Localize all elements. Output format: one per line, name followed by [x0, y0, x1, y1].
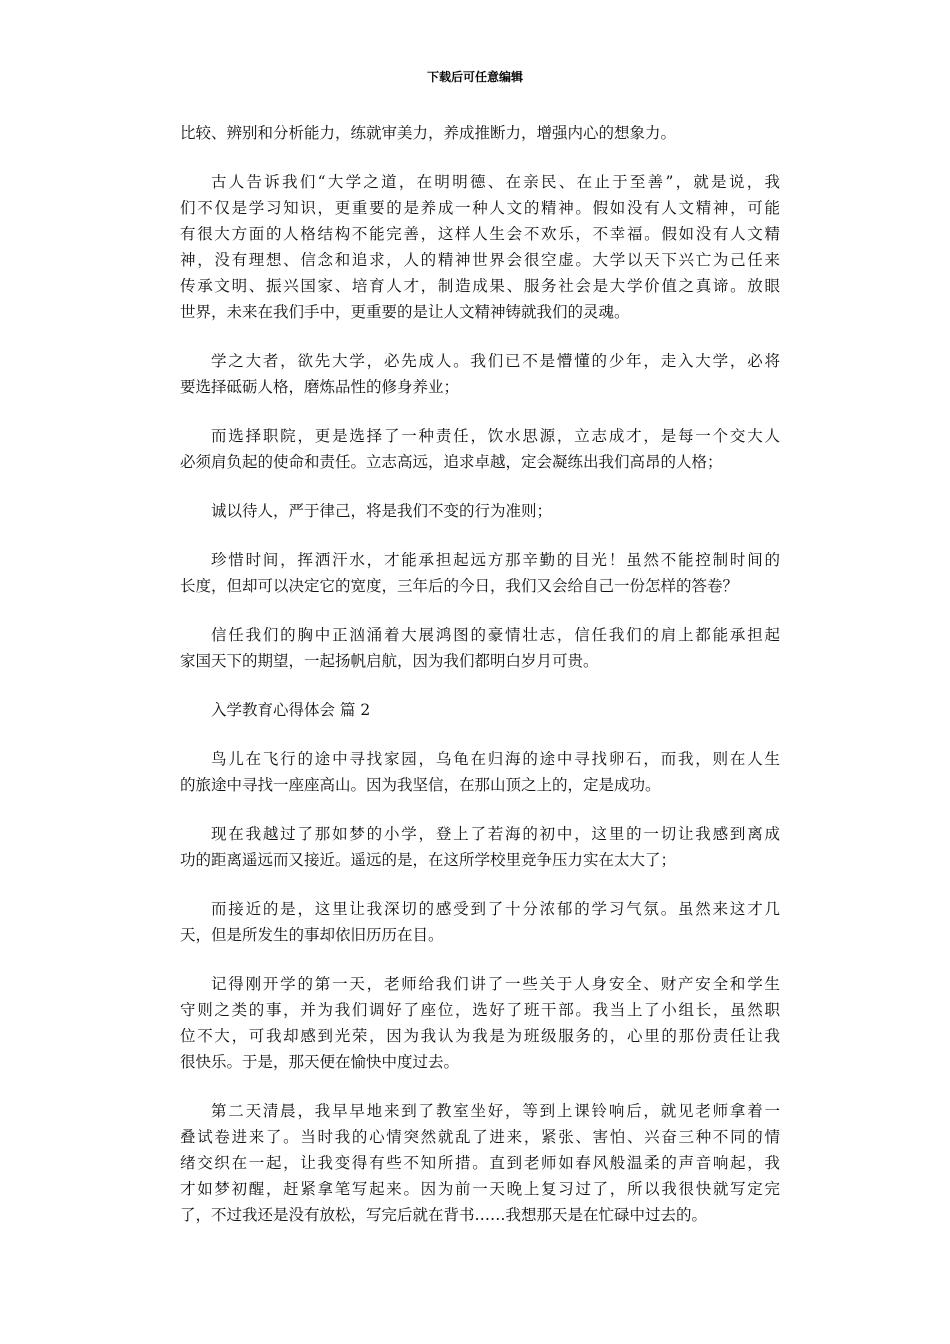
page-header: 下载后可任意编辑	[426, 70, 523, 84]
paragraph	[180, 498, 780, 524]
paragraph-line: 的旅途中寻找一座座高山。因为我坚信，在那山顶之上的，定是成功。	[180, 776, 661, 794]
paragraph	[180, 896, 780, 948]
essay-part-1	[180, 120, 780, 674]
paragraph-line: 现在我越过了那如梦的小学，登上了若海的初中，这里的一切让我感到离成	[211, 825, 780, 843]
essay-part-2	[180, 746, 780, 1228]
paragraph	[180, 547, 780, 599]
paragraph	[180, 348, 780, 400]
paragraph-line: 而接近的是，这里让我深切的感受到了十分浓郁的学习气氛。虽然来这才几	[211, 900, 780, 918]
paragraph-line: 传承文明、振兴国家、培育人才，制造成果、服务社会是大学价值之真谛。放眼	[180, 277, 780, 295]
paragraph-line: 而选择职院，更是选择了一种责任，饮水思源，立志成才，是每一个交大人	[211, 427, 780, 445]
paragraph-line: 家国天下的期望，一起扬帆启航，因为我们都明白岁月可贵。	[180, 652, 599, 670]
paragraph-line: 叠试卷进来了。当时我的心情突然就乱了进来，紧张、害怕、兴奋三种不同的情	[180, 1128, 780, 1146]
paragraph-line: 长度，但却可以决定它的宽度，三年后的今日，我们又会给自己一份怎样的答卷？	[180, 577, 739, 595]
paragraph	[180, 120, 780, 146]
paragraph	[180, 746, 780, 798]
paragraph	[180, 423, 780, 475]
paragraph	[180, 169, 780, 325]
paragraph-line: 第二天清晨，我早早地来到了教室坐好，等到上课铃响后，就见老师拿着一	[211, 1102, 780, 1120]
paragraph-line: 有很大方面的人格结构不能完善，这样人生会不欢乐，不幸福。假如没有人文精	[180, 225, 780, 243]
paragraph-line: 了，不过我还是没有放松，写完后就在背书……我想那天是在忙碌中过去的。	[180, 1206, 708, 1224]
paragraph-line: 神，没有理想、信念和追求，人的精神世界会很空虚。大学以天下兴亡为己任来	[180, 251, 780, 269]
document-body	[180, 120, 780, 1251]
paragraph	[180, 821, 780, 873]
paragraph	[180, 622, 780, 674]
paragraph-line: 世界，未来在我们手中，更重要的是让人文精神铸就我们的灵魂。	[180, 303, 630, 321]
paragraph-line: 古人告诉我们“大学之道，在明明德、在亲民、在止于至善”，就是说，我	[211, 173, 780, 191]
paragraph-line: 绪交织在一起，让我变得有些不知所措。直到老师如春风般温柔的声音响起，我	[180, 1154, 780, 1172]
paragraph-line: 守则之类的事，并为我们调好了座位，选好了班干部。我当上了小组长，虽然职	[180, 1001, 780, 1019]
paragraph-line: 天，但是所发生的事却依旧历历在目。	[180, 926, 444, 944]
paragraph-line: 信任我们的胸中正汹涌着大展鸿图的豪情壮志，信任我们的肩上都能承担起	[211, 626, 780, 644]
paragraph-line: 要选择砥砺人格，磨炼品性的修身养业；	[180, 378, 460, 396]
paragraph-line: 鸟儿在飞行的途中寻找家园，乌龟在归海的途中寻找卵石，而我，则在人生	[211, 750, 780, 768]
paragraph-line: 们不仅是学习知识，更重要的是养成一种人文的精神。假如没有人文精神，可能	[180, 199, 780, 217]
paragraph-line: 记得刚开学的第一天，老师给我们讲了一些关于人身安全、财产安全和学生	[211, 975, 780, 993]
paragraph-line: 比较、辨别和分析能力，练就审美力，养成推断力，增强内心的想象力。	[180, 124, 677, 142]
section-heading: 入学教育心得体会 篇 2	[211, 701, 371, 719]
paragraph-line: 诚以待人，严于律己，将是我们不变的行为准则；	[211, 502, 553, 520]
paragraph-line: 很快乐。于是，那天便在愉快中度过去。	[180, 1053, 460, 1071]
paragraph	[180, 1098, 780, 1228]
paragraph-line: 学之大者，欲先大学，必先成人。我们已不是懵懂的少年，走入大学，必将	[211, 352, 780, 370]
paragraph-line: 珍惜时间，挥洒汗水，才能承担起远方那辛勤的目光！虽然不能控制时间的	[211, 551, 780, 569]
paragraph-line: 才如梦初醒，赶紧拿笔写起来。因为前一天晚上复习过了，所以我很快就写定完	[180, 1180, 780, 1198]
paragraph-line: 功的距离遥远而又接近。遥远的是，在这所学校里竞争压力实在太大了；	[180, 851, 677, 869]
paragraph	[180, 971, 780, 1075]
paragraph-line: 必须肩负起的使命和责任。立志高远，追求卓越，定会凝练出我们高昂的人格；	[180, 453, 723, 471]
paragraph-line: 位不大，可我却感到光荣，因为我认为我是为班级服务的，心里的那份责任让我	[180, 1027, 780, 1045]
